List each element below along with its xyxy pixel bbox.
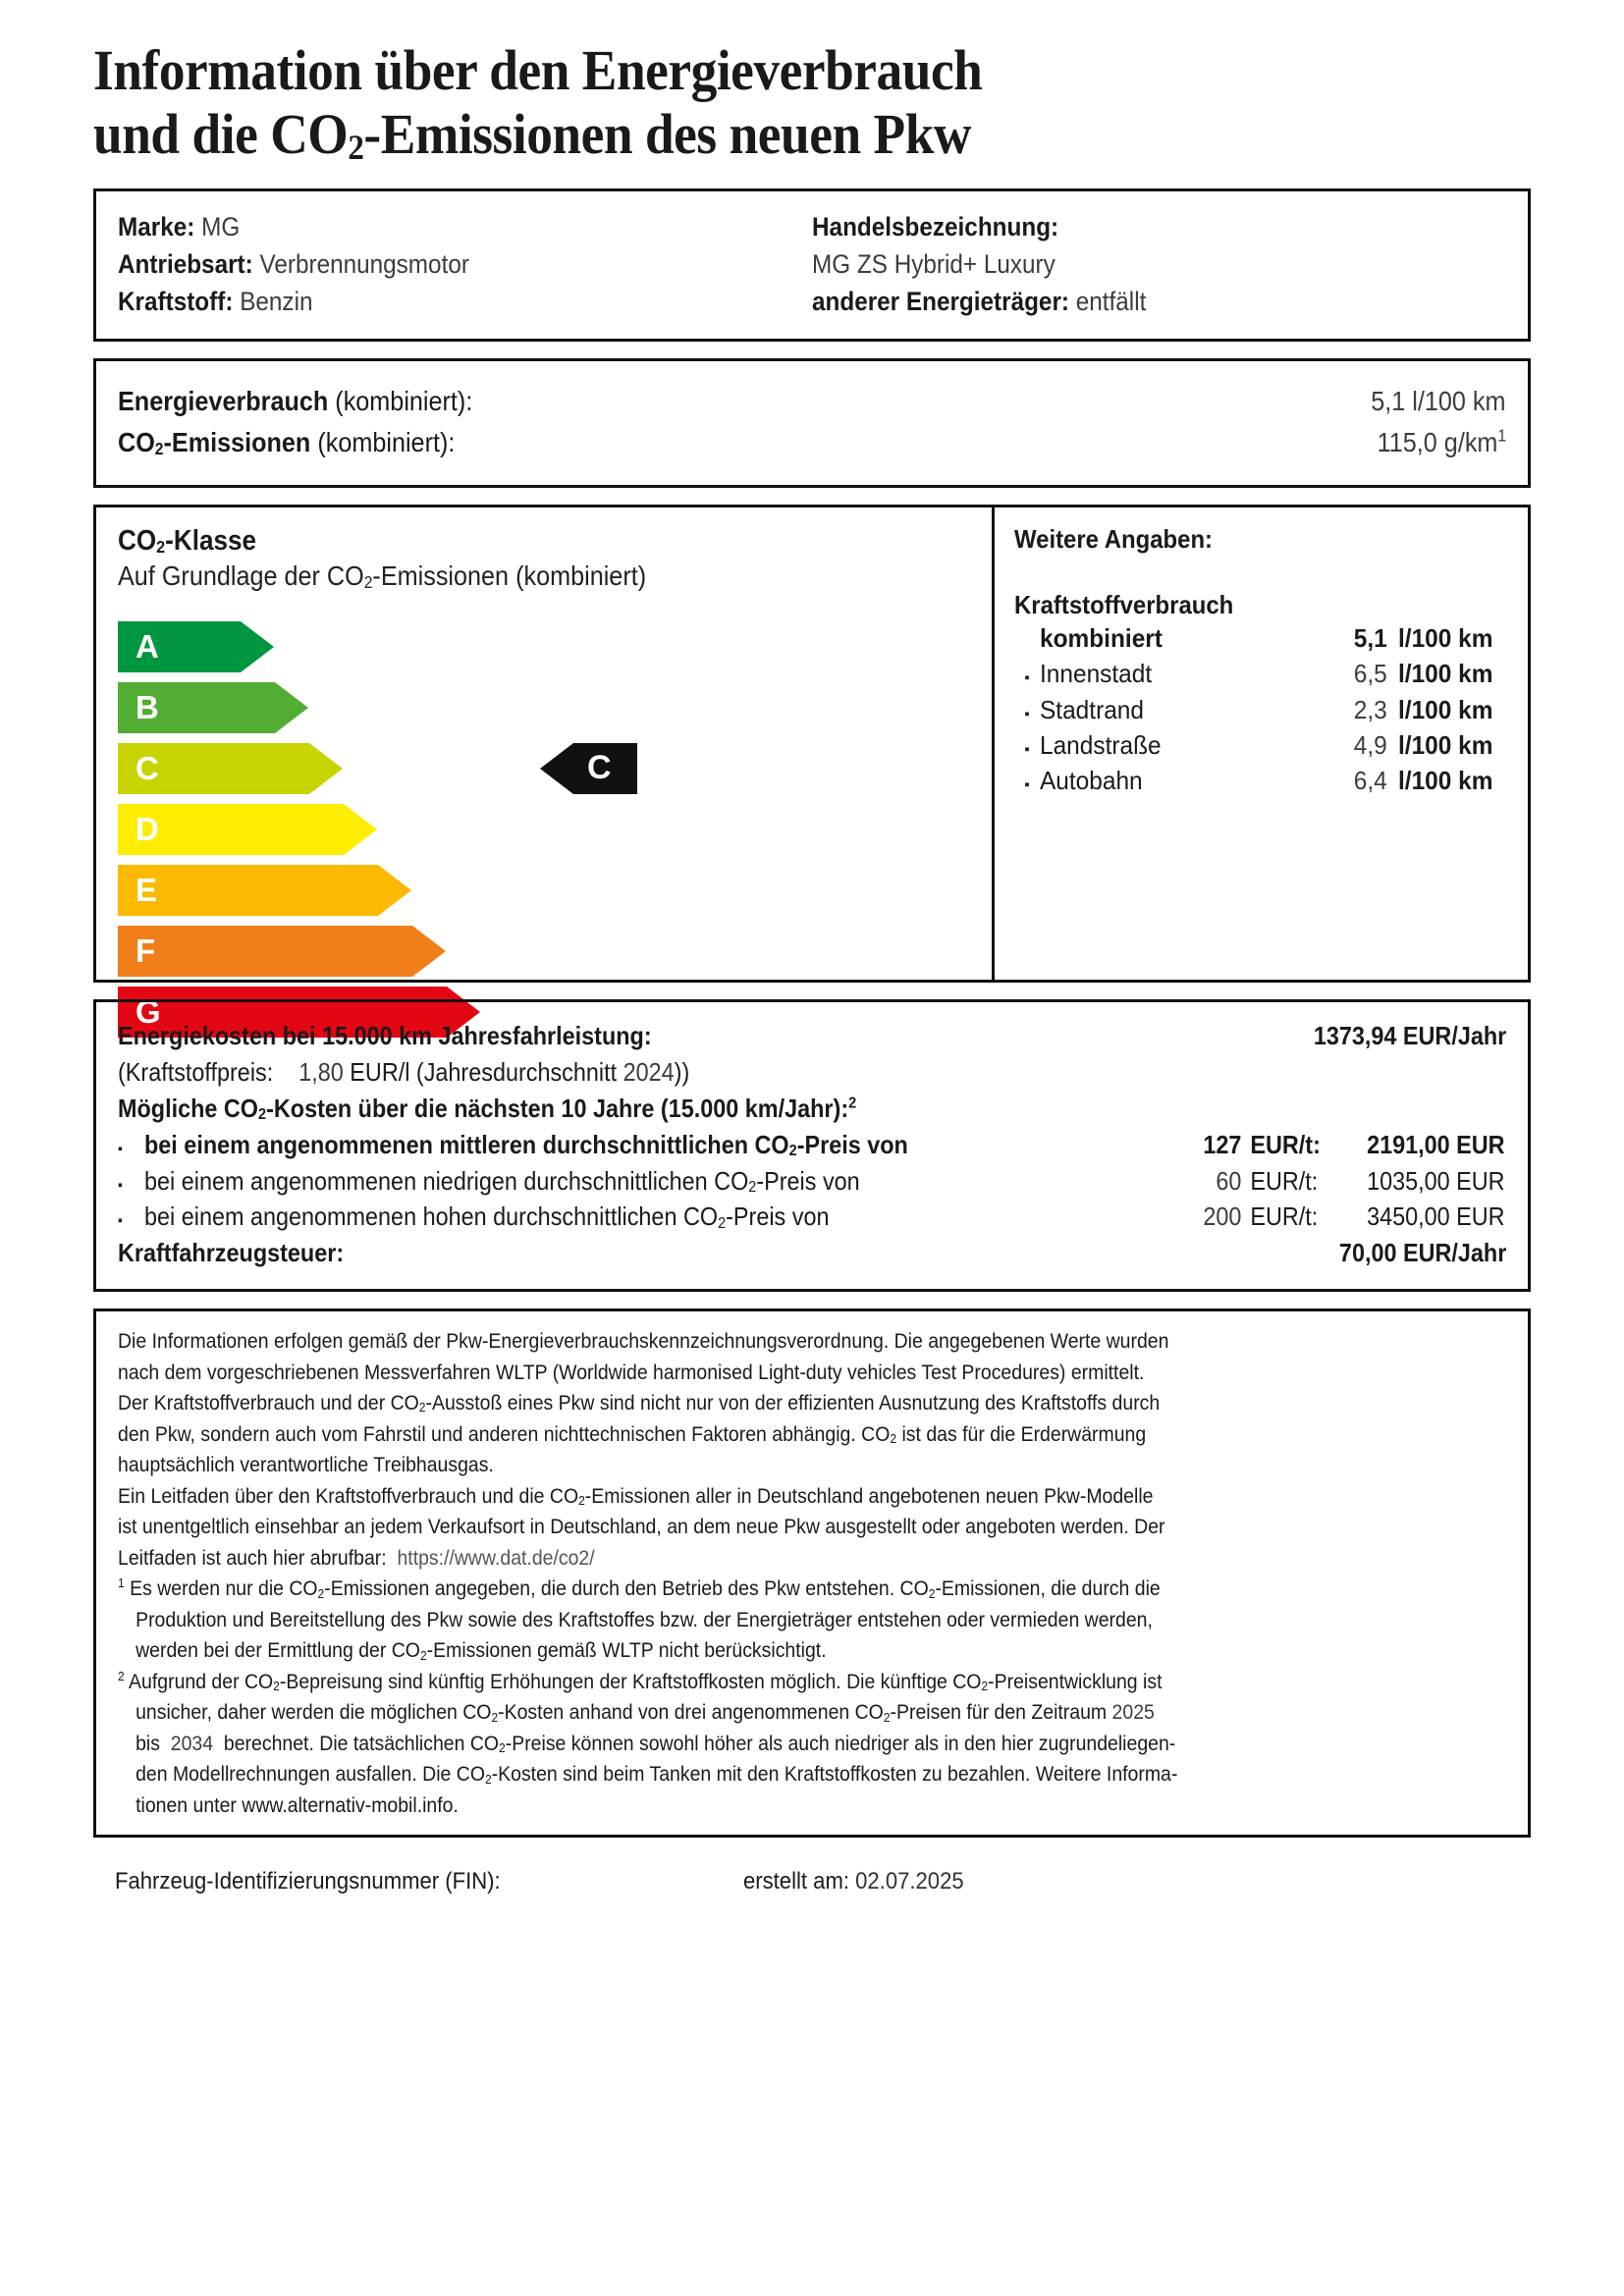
arrow-body bbox=[118, 804, 344, 855]
arrow-tip bbox=[412, 926, 446, 977]
cost-box bbox=[93, 999, 1531, 1292]
energy-consumption-value: 5,1 l/100 km bbox=[1371, 385, 1506, 416]
fin-label: Fahrzeug-Identifizierungsnummer (FIN): bbox=[115, 1868, 501, 1896]
marke-value: MG bbox=[201, 211, 241, 241]
fuel-row-unit: l/100 km bbox=[1398, 730, 1493, 761]
fuel-row-unit: l/100 km bbox=[1398, 694, 1493, 724]
arrow-tip bbox=[275, 682, 308, 733]
fuel-consumption-row bbox=[1014, 620, 1528, 656]
co2-class-arrow-b bbox=[118, 682, 992, 733]
legal-notes-box bbox=[93, 1308, 1531, 1838]
fuel-row-label: Stadtrand bbox=[1040, 694, 1144, 724]
created-row: erstellt am: 02.07.2025 bbox=[743, 1868, 964, 1896]
anderer-energietraeger-label: anderer Energieträger: bbox=[812, 286, 1069, 316]
co2-price: 127 bbox=[1203, 1129, 1242, 1159]
dat-guide-link[interactable]: https://www.dat.de/co2/ bbox=[397, 1545, 595, 1570]
bullet-icon: ▪ bbox=[1024, 741, 1030, 759]
footnote-2-line: tionen unter www.alternativ-mobil.info. bbox=[135, 1792, 459, 1817]
fuel-row-label: Autobahn bbox=[1040, 766, 1143, 796]
kraftstoffverbrauch-title: Kraftstoffverbrauch bbox=[1014, 589, 1234, 619]
co2-class-arrow-a bbox=[118, 621, 992, 672]
arrow-body bbox=[118, 621, 241, 672]
arrow-letter: A bbox=[135, 627, 159, 665]
legal-line: Die Informationen erfolgen gemäß der Pkw-Energieverbrauchskennzeichnungsverordnung. Die angegebenen Werte wurden bbox=[118, 1329, 1169, 1354]
co2-class-heading: $CO_2$-Klasse bbox=[118, 524, 257, 557]
co2-price-unit: EUR/t: bbox=[1250, 1129, 1321, 1159]
footnote-1-line: werden bei der Ermittlung der $CO_2$-Emissionen gemäß WLTP nicht berücksichtigt. bbox=[135, 1638, 827, 1663]
vehicle-info-columns bbox=[118, 208, 1506, 320]
title-line-2: und die $CO_2$-Emissionen des neuen Pkw bbox=[93, 101, 971, 167]
weitere-angaben-panel bbox=[992, 507, 1528, 980]
kraftstoffverbrauch-rows bbox=[1014, 620, 1528, 799]
handelsbezeichnung-value-row bbox=[812, 245, 1436, 283]
arrow-body bbox=[118, 682, 275, 733]
fuel-row-label: Innenstadt bbox=[1040, 659, 1153, 689]
weitere-angaben-title: Weitere Angaben: bbox=[1014, 523, 1214, 554]
fuel-row-value: 6,4 bbox=[1353, 766, 1387, 796]
fuel-row-unit: l/100 km bbox=[1398, 766, 1493, 796]
arrow-letter: G bbox=[135, 992, 161, 1030]
co2-cost-amount: 2191,00 EUR bbox=[1367, 1129, 1505, 1159]
fuel-row-value: 6,5 bbox=[1353, 659, 1387, 689]
antriebsart-value: Verbrennungsmotor bbox=[259, 248, 469, 279]
co2-class-arrow-e bbox=[118, 865, 992, 916]
legal-line: ist unentgeltlich einsehbar an jedem Verkaufsort in Deutschland, an dem neue Pkw ausgestellt oder angeboten werden. Der bbox=[118, 1515, 1165, 1539]
co2-price: 60 bbox=[1216, 1165, 1242, 1196]
footnote-2-line: bis 2034 berechnet. Die tatsächlichen $CO_2$-Preise können sowohl höher als auch niedriger als in den hier zugrundeliegen- bbox=[135, 1731, 1176, 1756]
footnote-2-line: den Modellrechnungen ausfallen. Die $CO_2$-Kosten sind beim Tanken mit den Kraftstoffkosten zu bezahlen. Weitere Informa- bbox=[135, 1762, 1178, 1787]
kraftstoff-row bbox=[118, 283, 742, 320]
fuel-row-value: 4,9 bbox=[1353, 730, 1387, 761]
fuel-consumption-row bbox=[1014, 727, 1528, 763]
current-co2-class-marker bbox=[540, 743, 637, 794]
fuel-consumption-row bbox=[1014, 763, 1528, 798]
arrow-tip bbox=[378, 865, 411, 916]
arrow-body bbox=[118, 926, 412, 977]
bullet-icon: ▪ bbox=[1024, 669, 1030, 687]
fuel-row-label: kombiniert bbox=[1040, 622, 1163, 653]
fuel-row-unit: l/100 km bbox=[1398, 659, 1493, 689]
arrow-body bbox=[118, 743, 309, 794]
anderer-energietraeger-value: entfällt bbox=[1075, 286, 1147, 316]
fuel-row-label: Landstraße bbox=[1040, 730, 1162, 761]
consumption-summary-box bbox=[93, 358, 1531, 488]
bullet-icon: ▪ bbox=[118, 1140, 123, 1157]
fuel-consumption-row bbox=[1014, 692, 1528, 727]
co2-class-arrow-d bbox=[118, 804, 992, 855]
kraftstoff-label: Kraftstoff: bbox=[118, 286, 234, 316]
arrow-tip bbox=[344, 804, 377, 855]
legal-line: Ein Leitfaden über den Kraftstoffverbrauch und die $CO_2$-Emissionen aller in Deutschland angebotenen neuen Pkw-Modelle bbox=[118, 1483, 1154, 1508]
co2-class-subheading: Auf Grundlage der $CO_2$-Emissionen (kombiniert) bbox=[118, 560, 647, 592]
arrow-body bbox=[118, 865, 378, 916]
fuel-row-unit: l/100 km bbox=[1398, 622, 1493, 653]
arrow-letter: C bbox=[135, 749, 159, 786]
vehicle-tax-value: 70,00 EUR/Jahr bbox=[1338, 1238, 1506, 1268]
co2-price-unit: EUR/t: bbox=[1250, 1165, 1319, 1196]
energy-cost-label: Energiekosten bei 15.000 km Jahresfahrleistung: bbox=[118, 1020, 652, 1050]
fuel-row-value: 5,1 bbox=[1353, 622, 1387, 653]
created-date: 02.07.2025 bbox=[855, 1868, 964, 1896]
legal-line: Leitfaden ist auch hier abrufbar: https://www.dat.de/co2/ bbox=[118, 1545, 595, 1570]
co2-price: 200 bbox=[1203, 1201, 1242, 1232]
co2-cost-text: bei einem angenommenen mittleren durchschnittlichen $CO_2$-Preis von bbox=[144, 1129, 908, 1160]
anderer-energietraeger-row bbox=[812, 283, 1436, 320]
co2-emissions-row bbox=[118, 422, 1506, 463]
co2-class-arrow-f bbox=[118, 926, 992, 977]
marker-body bbox=[573, 743, 637, 794]
co2-cost-text: bei einem angenommenen niedrigen durchschnittlichen $CO_2$-Preis von bbox=[144, 1165, 860, 1197]
handelsbezeichnung-label: Handelsbezeichnung: bbox=[812, 211, 1059, 241]
energy-cost-value: 1373,94 EUR/Jahr bbox=[1313, 1020, 1506, 1050]
bullet-icon: ▪ bbox=[118, 1176, 123, 1194]
marker-letter: C bbox=[587, 749, 612, 787]
co2-cost-amount: 1035,00 EUR bbox=[1367, 1165, 1505, 1196]
arrow-letter: B bbox=[135, 688, 159, 725]
co2-price-unit: EUR/t: bbox=[1250, 1201, 1319, 1232]
marke-label: Marke: bbox=[118, 211, 195, 241]
marker-tip bbox=[540, 743, 573, 794]
handelsbezeichnung-label-row bbox=[812, 208, 1436, 245]
energy-cost-row bbox=[118, 1018, 1506, 1054]
co2-class-arrow-c bbox=[118, 743, 992, 794]
co2-cost-row bbox=[118, 1163, 1505, 1200]
handelsbezeichnung-value: MG ZS Hybrid+ Luxury bbox=[812, 248, 1056, 279]
legal-line: Der Kraftstoffverbrauch und der $CO_2$-Ausstoß eines Pkw sind nicht nur von der effizienten Ausnutzung des Kraftstoffs durch bbox=[118, 1391, 1161, 1415]
antriebsart-label: Antriebsart: bbox=[118, 248, 253, 279]
co2-cost-row bbox=[118, 1127, 1505, 1163]
marke-row bbox=[118, 208, 742, 245]
footnote-2-line: $^2$ Aufgrund der $CO_2$-Bepreisung sind künftig Erhöhungen der Kraftstoffkosten möglich. Die künftige $CO_2$-Preisentwicklung ist bbox=[118, 1668, 1163, 1694]
bullet-icon: ▪ bbox=[1024, 705, 1030, 722]
arrow-letter: D bbox=[135, 810, 159, 847]
legal-line: hauptsächlich verantwortliche Treibhausgas. bbox=[118, 1453, 494, 1477]
co2-emissions-label: $CO_2$-Emissionen (kombiniert): bbox=[118, 426, 456, 458]
co2-cost-rows bbox=[118, 1127, 1506, 1236]
co2-cost-amount: 3450,00 EUR bbox=[1367, 1201, 1505, 1232]
co2-class-box bbox=[93, 505, 1531, 1030]
vehicle-info-box bbox=[93, 188, 1531, 342]
fuel-consumption-row bbox=[1014, 656, 1528, 691]
antriebsart-row bbox=[118, 245, 742, 283]
title-line-1: Information über den Energieverbrauch bbox=[93, 38, 983, 102]
footnote-1-line: Produktion und Bereitstellung des Pkw sowie des Kraftstoffes bzw. der Energieträger entstehen oder vermieden werden, bbox=[135, 1607, 1153, 1631]
bullet-icon: ▪ bbox=[1024, 776, 1030, 794]
vehicle-right-column bbox=[812, 208, 1506, 320]
vehicle-tax-label: Kraftfahrzeugsteuer: bbox=[118, 1238, 345, 1268]
arrow-tip bbox=[309, 743, 343, 794]
co2-class-arrow-scale bbox=[118, 621, 992, 1038]
arrow-letter: F bbox=[135, 932, 156, 969]
fuel-row-value: 2,3 bbox=[1353, 694, 1387, 724]
co2-cost-row bbox=[118, 1199, 1505, 1235]
fuel-price-row: (Kraftstoffpreis: 1,80 EUR/l (Jahresdurchschnitt 2024)) bbox=[118, 1056, 690, 1087]
page-title bbox=[93, 39, 1416, 167]
energy-consumption-label: Energieverbrauch (kombiniert): bbox=[118, 385, 473, 416]
arrow-tip bbox=[241, 621, 274, 672]
footnote-1-line: $^1$ Es werden nur die $CO_2$-Emissionen angegeben, die durch den Betrieb des Pkw entstehen. $CO_2$-Emissionen, die durch die bbox=[118, 1575, 1161, 1601]
vehicle-left-column bbox=[118, 208, 812, 320]
legal-line: den Pkw, sondern auch vom Fahrstil und anderen nichttechnischen Faktoren abhängig. $CO_2$ ist das für die Erderwärmung bbox=[118, 1421, 1147, 1446]
energy-consumption-row bbox=[118, 381, 1506, 422]
arrow-letter: E bbox=[135, 871, 158, 908]
co2-cost-heading: Mögliche $CO_2$-Kosten über die nächsten 10 Jahre (15.000 km/Jahr):$^2$ bbox=[118, 1093, 857, 1124]
co2-emissions-value: 115,0 $g/km^1$ bbox=[1377, 425, 1506, 457]
footer bbox=[93, 1854, 1531, 1896]
footnote-2-line: unsicher, daher werden die möglichen $CO_2$-Kosten anhand von drei angenommenen $CO_2$-Preisen für den Zeitraum 2025 bbox=[135, 1700, 1155, 1725]
kraftstoff-value: Benzin bbox=[240, 286, 313, 316]
co2-class-scale-panel bbox=[96, 507, 992, 1030]
bullet-icon: ▪ bbox=[118, 1212, 123, 1230]
vehicle-tax-row bbox=[118, 1235, 1506, 1271]
co2-cost-text: bei einem angenommenen hohen durchschnittlichen $CO_2$-Preis von bbox=[144, 1201, 830, 1233]
legal-line: nach dem vorgeschriebenen Messverfahren WLTP (Worldwide harmonised Light-duty vehicles Test Procedures) ermittelt. bbox=[118, 1360, 1145, 1384]
